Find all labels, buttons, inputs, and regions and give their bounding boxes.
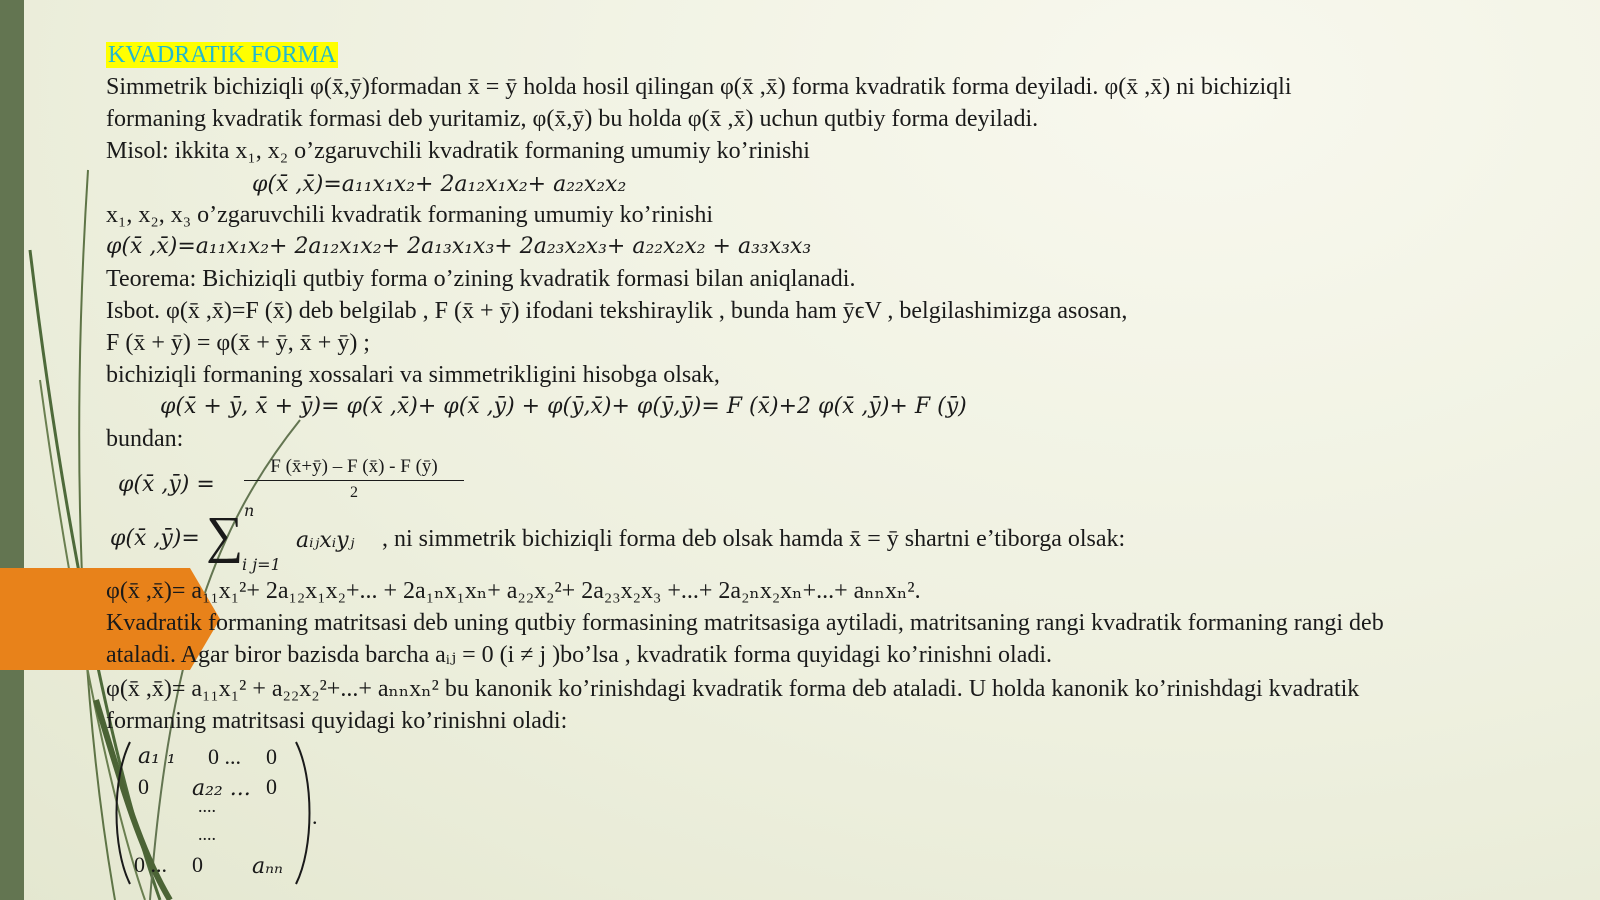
line-theorem: Teorema: Bichiziqli qutbiy forma o’zining kvadratik formasi bilan aniqlanadi. bbox=[106, 266, 856, 292]
matrix-cell: a₁ ₁ bbox=[138, 744, 176, 769]
formula-two-variables: φ(x̄ ,x̄)=a₁₁x₁x₂+ 2a₁₂x₁x₂+ a₂₂x₂x₂ bbox=[252, 172, 627, 197]
fraction bbox=[244, 454, 464, 505]
matrix-dots: .... bbox=[198, 796, 216, 816]
sum-lower-limit: i j=1 bbox=[242, 555, 281, 574]
line-three-variables: x₁, x₂, x₃ o’zgaruvchili kvadratik formaning umumiy ko’rinishi bbox=[106, 202, 713, 228]
line-definition-2: formaning kvadratik formasi deb yuritamiz, φ(x̄,ȳ) bu holda φ(x̄ ,x̄) uchun qutbiy forma deyiladi. bbox=[106, 106, 1039, 132]
matrix-period: . bbox=[312, 804, 318, 829]
matrix-cell: 0 bbox=[192, 852, 203, 877]
title-text: KVADRATIK FORMA bbox=[108, 42, 337, 68]
slide-title bbox=[106, 40, 338, 70]
fraction-numerator: F (x̄+ȳ) – F (x̄) - F (ȳ) bbox=[244, 454, 464, 481]
canonical-matrix bbox=[112, 738, 322, 888]
sum-lhs: φ(x̄ ,ȳ)= bbox=[110, 526, 200, 551]
matrix-cell: aₙₙ bbox=[252, 854, 283, 879]
fraction-lhs: φ(x̄ ,ȳ) = bbox=[118, 472, 215, 497]
formula-three-variables: φ(x̄ ,x̄)=a₁₁x₁x₂+ 2a₁₂x₁x₂+ 2a₁₃x₁x₃+ 2a₂₃x₂x₃+ a₂₂x₂x₂ + a₃₃x₃x₃ bbox=[106, 234, 812, 259]
line-bundan: bundan: bbox=[106, 426, 184, 452]
line-properties: bichiziqli formaning xossalari va simmetrikligini hisobga olsak, bbox=[106, 362, 720, 388]
formula-general-quadratic: φ(x̄ ,x̄)= a₁₁x₁²+ 2a₁₂x₁x₂+... + 2a₁ₙx₁xₙ+ a₂₂x₂²+ 2a₂₃x₂x₃ +...+ 2a₂ₙx₂xₙ+...+ aₙₙxₙ². bbox=[106, 578, 921, 604]
sum-upper-limit: n bbox=[244, 501, 255, 520]
line-f-sum: F (x̄ + ȳ) = φ(x̄ + ȳ, x̄ + ȳ) ; bbox=[106, 330, 370, 356]
formula-canonical: φ(x̄ ,x̄)= a₁₁x₁² + a₂₂x₂²+...+ aₙₙxₙ² bu kanonik ko’rinishdagi kvadratik forma deb ataladi. U holda kanonik ko’rinishdagi kvadratik bbox=[106, 676, 1360, 702]
sum-symbol: ∑ bbox=[206, 507, 244, 564]
sum-term: aᵢⱼxᵢyⱼ bbox=[296, 528, 355, 553]
line-example-intro: Misol: ikkita x₁, x₂ o’zgaruvchili kvadratik formaning umumiy ko’rinishi bbox=[106, 138, 810, 164]
line-matrix-definition-2: ataladi. Agar biror bazisda barcha aᵢⱼ = 0 (i ≠ j )bo’lsa , kvadratik forma quyidagi ko’rinishni oladi. bbox=[106, 642, 1053, 668]
line-matrix-definition-1: Kvadratik formaning matritsasi deb uning qutbiy formasining matritsasiga aytiladi, matritsaning rangi kvadratik formaning rangi deb bbox=[106, 610, 1384, 636]
matrix-dots: .... bbox=[198, 824, 216, 844]
line-proof: Isbot. φ(x̄ ,x̄)=F (x̄) deb belgilab , F (x̄ + ȳ) ifodani tekshiraylik , bunda ham ȳϵV , belgilashimizga asosan, bbox=[106, 298, 1128, 324]
matrix-cell: 0 bbox=[266, 744, 277, 769]
matrix-cell: a₂₂ ... bbox=[192, 776, 251, 801]
formula-expansion: φ(x̄ + ȳ, x̄ + ȳ)= φ(x̄ ,x̄)+ φ(x̄ ,ȳ) + φ(ȳ,x̄)+ φ(ȳ,ȳ)= F (x̄)+2 φ(x̄ ,ȳ)+ F (ȳ) bbox=[160, 394, 967, 419]
matrix-cell: 0 bbox=[138, 774, 149, 799]
line-definition-1: Simmetrik bichiziqli φ(x̄,ȳ)formadan x̄ = ȳ holda hosil qilingan φ(x̄ ,x̄) forma kvadratik forma deyiladi. φ(x̄ ,x̄) ni bichiziqli bbox=[106, 74, 1292, 100]
matrix-cell: 0 bbox=[266, 774, 277, 799]
line-canonical-matrix: formaning matritsasi quyidagi ko’rinishni oladi: bbox=[106, 708, 568, 734]
fraction-denominator: 2 bbox=[350, 484, 358, 501]
matrix-cell: 0 ... bbox=[134, 852, 167, 877]
line-sum-condition: , ni simmetrik bichiziqli forma deb olsak hamda x̄ = ȳ shartni e’tiborga olsak: bbox=[382, 526, 1126, 552]
matrix-cell: 0 ... bbox=[208, 744, 241, 769]
